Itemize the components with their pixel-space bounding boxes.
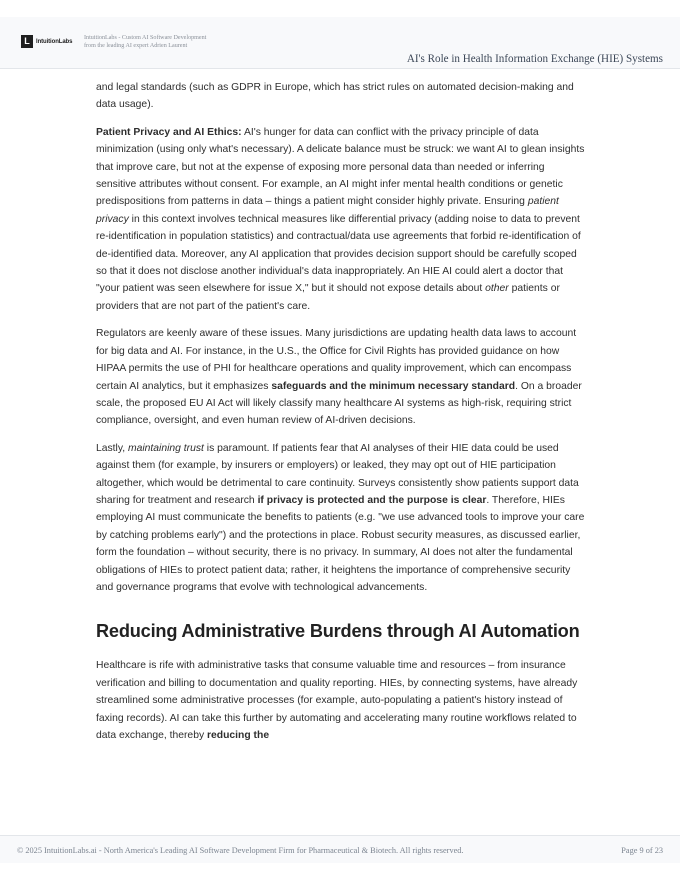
company-logo[interactable] bbox=[21, 35, 72, 48]
logo-text: IntuitionLabs bbox=[36, 38, 73, 45]
page-header bbox=[0, 17, 680, 69]
page-content bbox=[96, 79, 586, 754]
paragraph-text: Lastly, bbox=[96, 442, 129, 454]
paragraph-continuation: and legal standards (such as GDPR in Europe, which has strict rules on automated decision-making and data usage). bbox=[96, 82, 574, 111]
paragraph-trust bbox=[96, 440, 586, 597]
bold-text: reducing the bbox=[207, 730, 270, 741]
logo-mark-icon: L bbox=[21, 35, 33, 48]
document-title: AI's Role in Health Information Exchange (HIE) Systems bbox=[406, 53, 663, 65]
paragraph-lead: Patient Privacy and AI Ethics: bbox=[96, 126, 242, 138]
paragraph-text: Healthcare is rife with administrative tasks that consume valuable time and resources – from insurance verification and billing to documentation and quality reporting. HIEs, by connecting systems, have already streamlined some administrative processes (for example, auto-populating a patient's history instead of faxing records). AI can take this further by automating and accelerating many routine workflows related to data exchange, thereby bbox=[96, 660, 578, 741]
paragraph-text: . On a broader scale, the proposed EU AI Act will likely classify many healthcare AI systems as high-risk, requiring strict compliance, oversight, and even human review of AI-driven decisions. bbox=[96, 380, 582, 427]
copyright-text: © 2025 IntuitionLabs.ai - North America's Leading AI Software Development Firm for Pharmaceutical & Biotech. All rights reserved. bbox=[17, 846, 464, 855]
paragraph-admin-burdens bbox=[96, 657, 586, 744]
paragraph-text: patients or providers that are not part of the patient's care. bbox=[96, 283, 560, 312]
paragraph-text: AI's hunger for data can conflict with the privacy principle of data minimization (using only what's necessary). A delicate balance must be struck: we want AI to glean insights that improve care, but not at the expense of exposing more personal data than needed or inferring sensitive attributes without consent. For example, an AI might infer mental health conditions or genetic predispositions from patterns in data – things a patient might consider highly private. Ensuring bbox=[96, 126, 585, 208]
paragraph-regulators bbox=[96, 325, 586, 429]
emphasis: patient privacy bbox=[96, 196, 559, 225]
paragraph-text: Regulators are keenly aware of these issues. Many jurisdictions are updating health data laws to account for big data and AI. For instance, in the U.S., the Office for Civil Rights has provided guidance on how HIPAA permits the use of PHI for healthcare operations and quality improvement, which can encompass certain AI analytics, but it emphasizes bbox=[96, 328, 577, 392]
section-heading: Reducing Administrative Burdens through AI Automation bbox=[96, 621, 580, 642]
paragraph-text: is paramount. If patients fear that AI analyses of their HIE data could be used against them (for example, by insurers or employers) or leaked, they may opt out of HIE participation altogether, which would be detrimental to care continuity. Surveys consistently show patients support data sharing for treatment and research bbox=[96, 442, 579, 506]
header-tagline bbox=[84, 35, 234, 50]
page-footer bbox=[0, 835, 680, 863]
tagline-line-1: IntuitionLabs - Custom AI Software Development bbox=[84, 35, 207, 41]
bold-text: if privacy is protected and the purpose is clear bbox=[257, 494, 487, 506]
page-number: Page 9 of 23 bbox=[621, 846, 663, 855]
paragraph-text: in this context involves technical measures like differential privacy (adding noise to data to prevent re-identification in population statistics) and contractual/data use agreements that forbid re-identification of de-identified data. Moreover, any AI application that provides decision support should be carefully scoped so that it does not disclose another individual's data inappropriately. An HIE AI could alert a doctor that "your patient was seen elsewhere for issue X," but it should not expose details about bbox=[96, 213, 581, 295]
paragraph-patient-privacy bbox=[96, 124, 586, 315]
bold-text: safeguards and the minimum necessary standard bbox=[271, 380, 516, 392]
emphasis: other bbox=[485, 283, 509, 295]
tagline-line-2: from the leading AI expert Adrien Laurent bbox=[84, 42, 188, 49]
paragraph-text: . Therefore, HIEs employing AI must communicate the benefits to patients (e.g. "we use advanced tools to improve your care by catching problems early") and the protections in place. Robust security measures, as discussed earlier, form the foundation – without security, there is no privacy. In summary, AI does not alter the fundamental obligations of HIEs to protect patient data; rather, it heightens the importance of comprehensive security and governance programs that evolve with technological advancements. bbox=[96, 494, 585, 593]
emphasis: maintaining trust bbox=[128, 442, 204, 454]
